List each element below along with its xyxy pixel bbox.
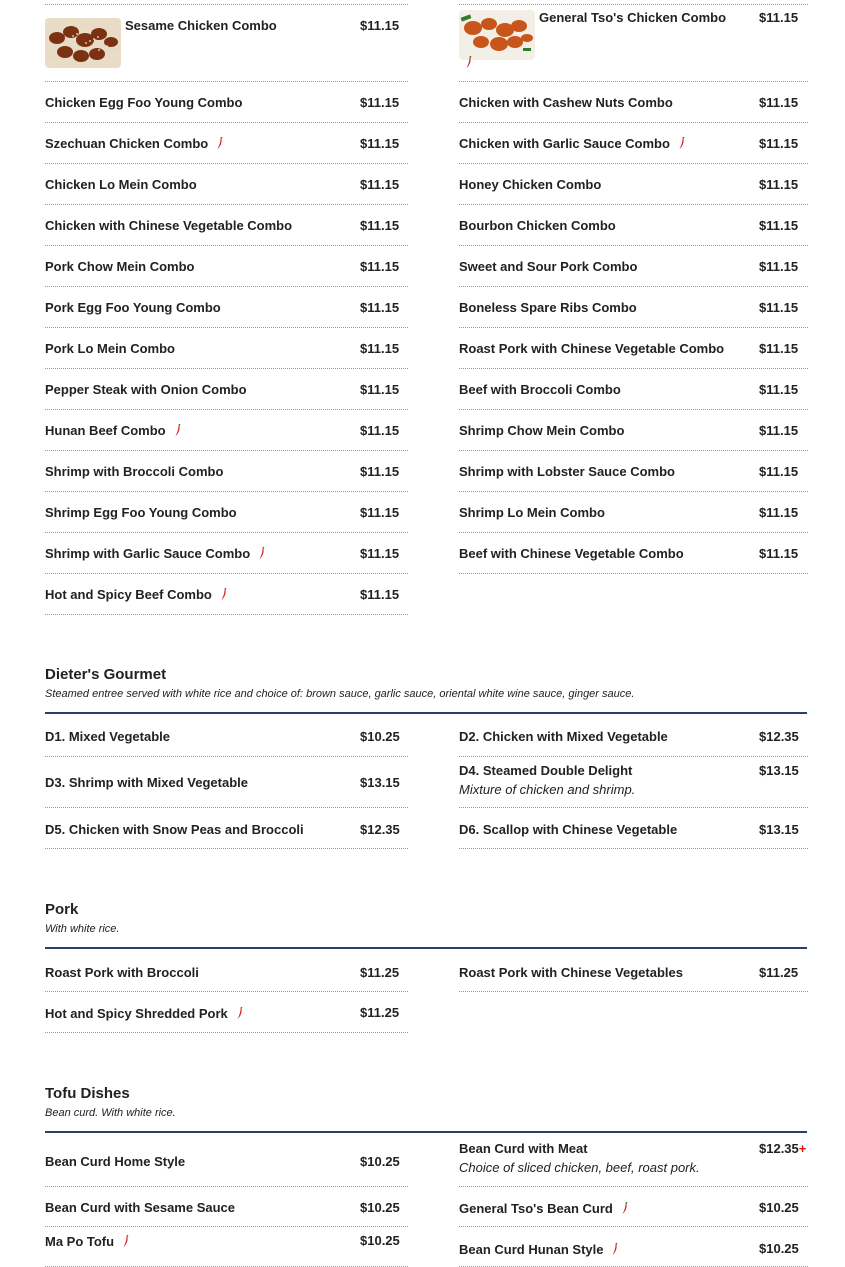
- item-name-text: Roast Pork with Chinese Vegetable Combo: [459, 341, 725, 356]
- item-price: [360, 423, 399, 438]
- item-name-text: Hot and Spicy Shredded Pork: [45, 1006, 228, 1021]
- item-price: [360, 965, 399, 980]
- menu-item[interactable]: [459, 756, 808, 808]
- item-name-text: Shrimp Egg Foo Young Combo: [45, 505, 237, 520]
- item-name-text: Roast Pork with Chinese Vegetables: [459, 965, 683, 980]
- menu-item[interactable]: [45, 1226, 408, 1267]
- item-price: [360, 1005, 399, 1020]
- item-price: [759, 382, 798, 397]
- price-value: $11.15: [360, 505, 400, 520]
- item-name: [459, 729, 668, 744]
- menu-item[interactable]: [45, 807, 408, 849]
- item-price: [360, 587, 399, 602]
- spicy-pepper-icon: [621, 1202, 629, 1214]
- item-name: [45, 341, 175, 356]
- item-price: [360, 177, 399, 192]
- price-value: $12.35: [360, 822, 400, 837]
- price-value: $11.15: [759, 382, 799, 397]
- item-name: [459, 382, 621, 397]
- price-value: $11.15: [759, 546, 799, 561]
- item-name: [45, 423, 182, 438]
- item-price: [759, 259, 798, 274]
- item-price: [360, 1200, 400, 1215]
- menu-item[interactable]: [45, 4, 408, 82]
- item-name-text: Shrimp with Broccoli Combo: [45, 464, 224, 479]
- item-price: [759, 965, 798, 980]
- item-name-text: Sesame Chicken Combo: [125, 18, 277, 33]
- menu-item[interactable]: [459, 245, 808, 287]
- menu-item[interactable]: [45, 715, 408, 757]
- item-name: [45, 177, 197, 192]
- item-name-text: Bean Curd Home Style: [45, 1154, 186, 1169]
- menu-item[interactable]: [45, 245, 408, 287]
- item-name: [459, 95, 673, 110]
- spicy-pepper-icon: [174, 424, 182, 436]
- menu-item[interactable]: [45, 532, 408, 574]
- price-value: $11.15: [759, 341, 799, 356]
- price-value: $11.15: [360, 259, 400, 274]
- item-name-text: Honey Chicken Combo: [459, 177, 602, 192]
- price-value: $10.25: [759, 1200, 799, 1215]
- menu-item[interactable]: [459, 163, 808, 205]
- price-value: $12.35: [759, 729, 799, 744]
- item-name: [45, 259, 195, 274]
- price-value: $11.15: [759, 10, 799, 25]
- menu-item[interactable]: [459, 368, 808, 410]
- item-price: [360, 300, 399, 315]
- item-name: [539, 10, 726, 25]
- item-price: [759, 546, 798, 561]
- menu-item[interactable]: [459, 1186, 808, 1227]
- menu-item[interactable]: [45, 368, 408, 410]
- item-price: [759, 10, 798, 25]
- menu-item[interactable]: [459, 204, 808, 246]
- item-name: [45, 1006, 244, 1021]
- price-value: $11.15: [360, 136, 400, 151]
- menu-item[interactable]: [45, 991, 408, 1033]
- section-rule: [45, 947, 807, 949]
- menu-item[interactable]: [459, 4, 808, 82]
- item-name-text: Hunan Beef Combo: [45, 423, 166, 438]
- menu-item[interactable]: [459, 715, 808, 757]
- item-name: [459, 965, 683, 980]
- item-name: [459, 259, 637, 274]
- item-name: [459, 300, 637, 315]
- price-value: $10.25: [360, 729, 400, 744]
- menu-item[interactable]: [45, 122, 408, 164]
- menu-item[interactable]: [45, 81, 408, 123]
- item-price: [759, 1241, 799, 1256]
- item-name: [125, 18, 277, 33]
- item-name-text: General Tso's Chicken Combo: [539, 10, 727, 25]
- item-price: [360, 218, 399, 233]
- item-name-text: D3. Shrimp with Mixed Vegetable: [45, 775, 248, 790]
- price-value: $11.15: [360, 341, 400, 356]
- item-price: [759, 341, 798, 356]
- price-value: $11.15: [759, 259, 799, 274]
- item-name-text: Shrimp with Lobster Sauce Combo: [459, 464, 675, 479]
- menu-item[interactable]: [45, 163, 408, 205]
- menu-item[interactable]: [459, 491, 808, 533]
- price-value: $11.25: [360, 1005, 400, 1020]
- section-rule: [45, 1131, 807, 1133]
- item-name: [459, 1242, 619, 1257]
- section-title: Pork: [45, 901, 79, 918]
- item-name: [459, 505, 605, 520]
- spicy-pepper-icon: [236, 1007, 244, 1019]
- spicy-pepper-icon: [465, 56, 473, 68]
- price-value: $11.15: [360, 382, 400, 397]
- price-value: $11.15: [759, 177, 799, 192]
- item-name-text: Chicken Egg Foo Young Combo: [45, 95, 243, 110]
- section-title: Tofu Dishes: [45, 1085, 130, 1102]
- menu-item[interactable]: [459, 81, 808, 123]
- menu-item[interactable]: [459, 1226, 808, 1267]
- item-name-text: Bean Curd Hunan Style: [459, 1242, 604, 1257]
- price-value: $13.15: [360, 775, 400, 790]
- price-value: $11.25: [759, 965, 799, 980]
- price-value: $11.15: [759, 95, 799, 110]
- item-name: [45, 822, 304, 837]
- menu-item[interactable]: [459, 286, 808, 328]
- price-value: $11.15: [759, 423, 799, 438]
- price-value: $10.25: [759, 1241, 799, 1256]
- item-price: [759, 177, 798, 192]
- price-value: $10.25: [360, 1200, 400, 1215]
- spicy-pepper-icon: [258, 547, 266, 559]
- price-value: $11.25: [360, 965, 400, 980]
- item-name-text: Pork Egg Foo Young Combo: [45, 300, 221, 315]
- item-name-text: D5. Chicken with Snow Peas and Broccoli: [45, 822, 304, 837]
- item-name: [459, 341, 724, 356]
- item-name: [45, 218, 292, 233]
- item-description: Choice of sliced chicken, beef, roast pork.: [459, 1160, 700, 1175]
- section-rule: [45, 712, 807, 714]
- item-name: [45, 775, 248, 790]
- spicy-pepper-icon: [611, 1243, 619, 1255]
- item-name-text: Pepper Steak with Onion Combo: [45, 382, 247, 397]
- item-price: [759, 729, 799, 744]
- item-name-text: Roast Pork with Broccoli: [45, 965, 199, 980]
- item-name-text: Bean Curd with Sesame Sauce: [45, 1200, 236, 1215]
- item-price: [360, 822, 400, 837]
- item-price: [360, 1154, 400, 1169]
- item-name: [45, 505, 237, 520]
- menu-item[interactable]: [45, 573, 408, 615]
- item-price: [360, 1233, 400, 1248]
- menu-item[interactable]: [45, 450, 408, 492]
- item-price: [360, 18, 399, 33]
- price-value: $11.15: [759, 218, 799, 233]
- section-subtitle: Steamed entree served with white rice and choice of: brown sauce, garlic sauce, oriental white wine sauce, ginger sauce.: [45, 688, 635, 700]
- general-tso-photo: [459, 10, 535, 60]
- menu-item[interactable]: [45, 491, 408, 533]
- section-subtitle: With white rice.: [45, 923, 120, 935]
- item-name: [45, 136, 224, 151]
- item-price: [759, 1141, 806, 1156]
- item-description: Mixture of chicken and shrimp.: [459, 782, 636, 797]
- item-price: [759, 505, 798, 520]
- item-price: [360, 775, 400, 790]
- item-price: [759, 218, 798, 233]
- item-price: [360, 464, 399, 479]
- item-name: [459, 763, 632, 778]
- menu-item[interactable]: [45, 1134, 408, 1187]
- menu-item[interactable]: [459, 532, 808, 574]
- item-name-text: D6. Scallop with Chinese Vegetable: [459, 822, 678, 837]
- item-name-text: Boneless Spare Ribs Combo: [459, 300, 637, 315]
- item-name: [45, 1200, 235, 1215]
- menu-item[interactable]: [459, 807, 808, 849]
- item-name-text: Sweet and Sour Pork Combo: [459, 259, 638, 274]
- item-name: [45, 729, 170, 744]
- item-price: [360, 95, 399, 110]
- item-name-text: Chicken with Chinese Vegetable Combo: [45, 218, 293, 233]
- item-price: [360, 505, 399, 520]
- item-price: [759, 95, 798, 110]
- menu-item[interactable]: [45, 950, 408, 992]
- item-name-text: Chicken with Garlic Sauce Combo: [459, 136, 670, 151]
- item-name-text: Shrimp with Garlic Sauce Combo: [45, 546, 251, 561]
- price-value: $10.25: [360, 1154, 400, 1169]
- section-subtitle: Bean curd. With white rice.: [45, 1107, 176, 1119]
- item-name-text: Shrimp Chow Mein Combo: [459, 423, 625, 438]
- price-options-plus: +: [798, 1141, 807, 1156]
- spicy-pepper-icon: [678, 137, 686, 149]
- item-name-text: Pork Chow Mein Combo: [45, 259, 195, 274]
- menu-item[interactable]: [459, 950, 808, 992]
- item-price: [759, 300, 798, 315]
- menu-item[interactable]: [45, 327, 408, 369]
- price-value: $11.15: [360, 18, 400, 33]
- item-name: [45, 300, 221, 315]
- menu-item[interactable]: [45, 286, 408, 328]
- price-value: $12.35: [759, 1141, 799, 1156]
- spicy-pepper-icon: [216, 137, 224, 149]
- item-name-text: Chicken Lo Mein Combo: [45, 177, 197, 192]
- item-name: [459, 423, 624, 438]
- menu-item[interactable]: [459, 450, 808, 492]
- price-value: $11.15: [759, 505, 799, 520]
- item-name-text: Shrimp Lo Mein Combo: [459, 505, 605, 520]
- item-name-text: Beef with Broccoli Combo: [459, 382, 621, 397]
- item-price: [360, 341, 399, 356]
- menu-item[interactable]: [45, 1186, 408, 1227]
- item-name: [459, 177, 601, 192]
- item-name: [45, 382, 247, 397]
- item-name: [45, 587, 228, 602]
- item-price: [360, 259, 399, 274]
- price-value: $13.15: [759, 763, 799, 778]
- item-name-text: D4. Steamed Double Delight: [459, 763, 633, 778]
- menu-item[interactable]: [459, 409, 808, 451]
- price-value: $11.15: [360, 546, 400, 561]
- price-value: $11.15: [360, 177, 400, 192]
- price-value: $13.15: [759, 822, 799, 837]
- menu-item[interactable]: [459, 1134, 808, 1187]
- item-price: [759, 763, 799, 778]
- section-title: Dieter's Gourmet: [45, 666, 167, 683]
- item-name: [459, 822, 677, 837]
- item-name: [45, 965, 199, 980]
- item-name: [45, 464, 223, 479]
- item-name: [459, 136, 686, 151]
- price-value: $11.15: [360, 464, 400, 479]
- price-value: $11.15: [360, 423, 400, 438]
- item-name-text: Szechuan Chicken Combo: [45, 136, 209, 151]
- price-value: $10.25: [360, 1233, 400, 1248]
- item-price: [759, 423, 798, 438]
- item-name: [45, 1234, 130, 1249]
- item-name: [459, 1201, 629, 1216]
- price-value: $11.15: [759, 136, 799, 151]
- price-value: $11.15: [360, 587, 400, 602]
- price-value: $11.15: [759, 464, 799, 479]
- menu-item[interactable]: [45, 204, 408, 246]
- sesame-chicken-photo: [45, 18, 121, 68]
- item-name: [45, 95, 242, 110]
- item-name: [45, 1154, 185, 1169]
- item-name-text: Beef with Chinese Vegetable Combo: [459, 546, 684, 561]
- item-price: [360, 136, 399, 151]
- item-name-text: D2. Chicken with Mixed Vegetable: [459, 729, 668, 744]
- spicy-pepper-icon: [122, 1235, 130, 1247]
- item-name-text: D1. Mixed Vegetable: [45, 729, 170, 744]
- item-name-text: Chicken with Cashew Nuts Combo: [459, 95, 673, 110]
- item-price: [360, 546, 399, 561]
- item-name-text: General Tso's Bean Curd: [459, 1201, 613, 1216]
- item-price: [759, 464, 798, 479]
- item-name-text: Hot and Spicy Beef Combo: [45, 587, 212, 602]
- item-name: [459, 546, 684, 561]
- menu-item[interactable]: [45, 756, 408, 808]
- item-price: [360, 729, 400, 744]
- spicy-pepper-icon: [220, 588, 228, 600]
- menu-item[interactable]: [459, 327, 808, 369]
- item-name: [459, 464, 675, 479]
- item-price: [759, 822, 799, 837]
- item-name-text: Bean Curd with Meat: [459, 1141, 588, 1156]
- item-name: [459, 1141, 588, 1156]
- item-price: [360, 382, 399, 397]
- item-price: [759, 136, 798, 151]
- price-value: $11.15: [759, 300, 799, 315]
- item-name-text: Pork Lo Mein Combo: [45, 341, 175, 356]
- item-name: [45, 546, 266, 561]
- menu-item[interactable]: [459, 122, 808, 164]
- item-name-text: Ma Po Tofu: [45, 1234, 115, 1249]
- menu-item[interactable]: [45, 409, 408, 451]
- price-value: $11.15: [360, 95, 400, 110]
- price-value: $11.15: [360, 218, 400, 233]
- item-price: [759, 1200, 799, 1215]
- item-name: [459, 218, 616, 233]
- price-value: $11.15: [360, 300, 400, 315]
- item-name-text: Bourbon Chicken Combo: [459, 218, 616, 233]
